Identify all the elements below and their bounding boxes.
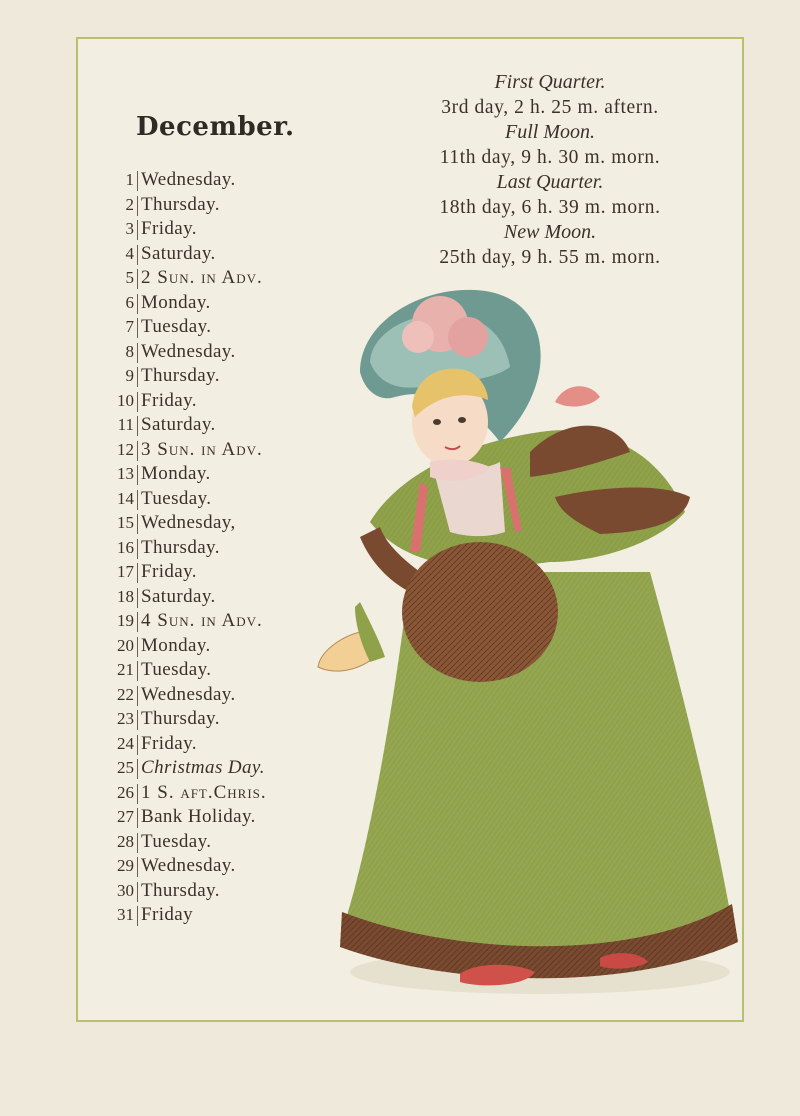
- day-separator: [137, 465, 138, 485]
- day-separator: [137, 882, 138, 902]
- day-name: Friday.: [141, 389, 197, 411]
- day-separator: [137, 906, 138, 926]
- day-number: 24: [117, 733, 134, 753]
- day-name: Monday.: [141, 291, 211, 313]
- day-number: 7: [125, 317, 134, 336]
- day-name: Friday: [141, 904, 194, 925]
- day-name: Tuesday.: [141, 659, 212, 680]
- day-separator: [137, 637, 138, 657]
- day-number: 20: [117, 635, 134, 655]
- day-number: 16: [117, 537, 134, 557]
- day-name: Thursday.: [141, 708, 220, 729]
- moon-phases: [385, 70, 715, 270]
- day-name: Bank Holiday.: [141, 806, 256, 827]
- day-number: 27: [117, 807, 134, 826]
- day-number: 19: [117, 611, 134, 630]
- day-name: Christmas Day.: [141, 757, 265, 778]
- day-number: 1: [125, 170, 134, 189]
- day-separator: [137, 808, 138, 828]
- day-number: 17: [117, 562, 134, 581]
- day-separator: [137, 735, 138, 755]
- day-name: Wednesday.: [141, 340, 236, 362]
- day-name: Wednesday.: [141, 169, 236, 190]
- day-name: Tuesday.: [141, 316, 212, 337]
- girl-in-winter-coat-illustration: [300, 282, 750, 1012]
- day-name: 1 S. aft.Chris.: [141, 781, 267, 803]
- day-number: 28: [117, 831, 134, 851]
- day-separator: [137, 318, 138, 338]
- day-separator: [137, 588, 138, 608]
- day-number: 4: [125, 243, 134, 263]
- day-number: 6: [125, 292, 134, 312]
- moon-phase-title: New Moon.: [503, 221, 597, 243]
- day-separator: [137, 294, 138, 314]
- day-number: 12: [117, 439, 134, 459]
- day-separator: [137, 367, 138, 387]
- day-name: Monday.: [141, 634, 211, 656]
- day-name: Friday.: [141, 732, 197, 754]
- day-name: Friday.: [141, 561, 197, 582]
- day-number: 30: [117, 880, 134, 900]
- day-separator: [137, 416, 138, 436]
- day-separator: [137, 686, 138, 706]
- day-name: Wednesday.: [141, 683, 236, 705]
- day-number: 10: [117, 390, 134, 410]
- day-name: Saturday.: [141, 585, 216, 607]
- day-number: 31: [117, 905, 134, 924]
- day-separator: [137, 563, 138, 583]
- moon-phase-time: 11th day, 9 h. 30 m. morn.: [439, 147, 661, 168]
- day-separator: [137, 857, 138, 877]
- day-name: Thursday.: [141, 193, 220, 215]
- day-number: 13: [117, 464, 134, 483]
- day-name: Thursday.: [141, 365, 220, 386]
- day-separator: [137, 759, 138, 779]
- day-separator: [137, 196, 138, 216]
- day-number: 29: [117, 856, 134, 875]
- day-name: 2 Sun. in Adv.: [141, 267, 263, 288]
- day-number: 21: [117, 660, 134, 679]
- moon-phase-time: 3rd day, 2 h. 25 m. aftern.: [441, 97, 659, 118]
- day-name: 3 Sun. in Adv.: [141, 438, 263, 460]
- day-name: Saturday.: [141, 414, 216, 435]
- day-number: 23: [117, 709, 134, 728]
- day-separator: [137, 441, 138, 461]
- day-number: 8: [125, 341, 134, 361]
- day-separator: [137, 245, 138, 265]
- day-separator: [137, 612, 138, 632]
- day-name: Tuesday.: [141, 830, 212, 852]
- moon-phase-title: Full Moon.: [505, 121, 595, 143]
- day-separator: [137, 661, 138, 681]
- day-name: Tuesday.: [141, 487, 212, 509]
- day-number: 2: [125, 194, 134, 214]
- day-separator: [137, 269, 138, 289]
- day-separator: [137, 392, 138, 412]
- day-number: 5: [125, 268, 134, 287]
- day-name: 4 Sun. in Adv.: [141, 610, 263, 631]
- day-separator: [137, 784, 138, 804]
- day-number: 18: [117, 586, 134, 606]
- day-number: 11: [117, 415, 134, 434]
- day-number: 3: [125, 219, 134, 238]
- day-number: 15: [117, 513, 134, 532]
- moon-phase-time: 18th day, 6 h. 39 m. morn.: [439, 197, 661, 218]
- moon-phase-title: Last Quarter.: [496, 171, 604, 193]
- day-name: Thursday.: [141, 536, 220, 558]
- day-separator: [137, 171, 138, 191]
- day-number: 14: [117, 488, 134, 508]
- day-number: 25: [117, 758, 134, 777]
- day-name: Wednesday.: [141, 855, 236, 876]
- day-separator: [137, 514, 138, 534]
- day-separator: [137, 539, 138, 559]
- day-name: Monday.: [141, 463, 211, 484]
- moon-phase-time: 25th day, 9 h. 55 m. morn.: [439, 247, 661, 268]
- day-name: Friday.: [141, 218, 197, 239]
- day-separator: [137, 710, 138, 730]
- day-name: Wednesday,: [141, 512, 236, 533]
- day-number: 9: [125, 366, 134, 385]
- day-number: 22: [117, 684, 134, 704]
- day-separator: [137, 490, 138, 510]
- day-separator: [137, 220, 138, 240]
- day-name: Thursday.: [141, 879, 220, 901]
- day-separator: [137, 833, 138, 853]
- day-separator: [137, 343, 138, 363]
- day-number: 26: [117, 782, 134, 802]
- month-title: December.: [136, 112, 295, 142]
- moon-phase-title: First Quarter.: [494, 71, 606, 93]
- day-name: Saturday.: [141, 242, 216, 264]
